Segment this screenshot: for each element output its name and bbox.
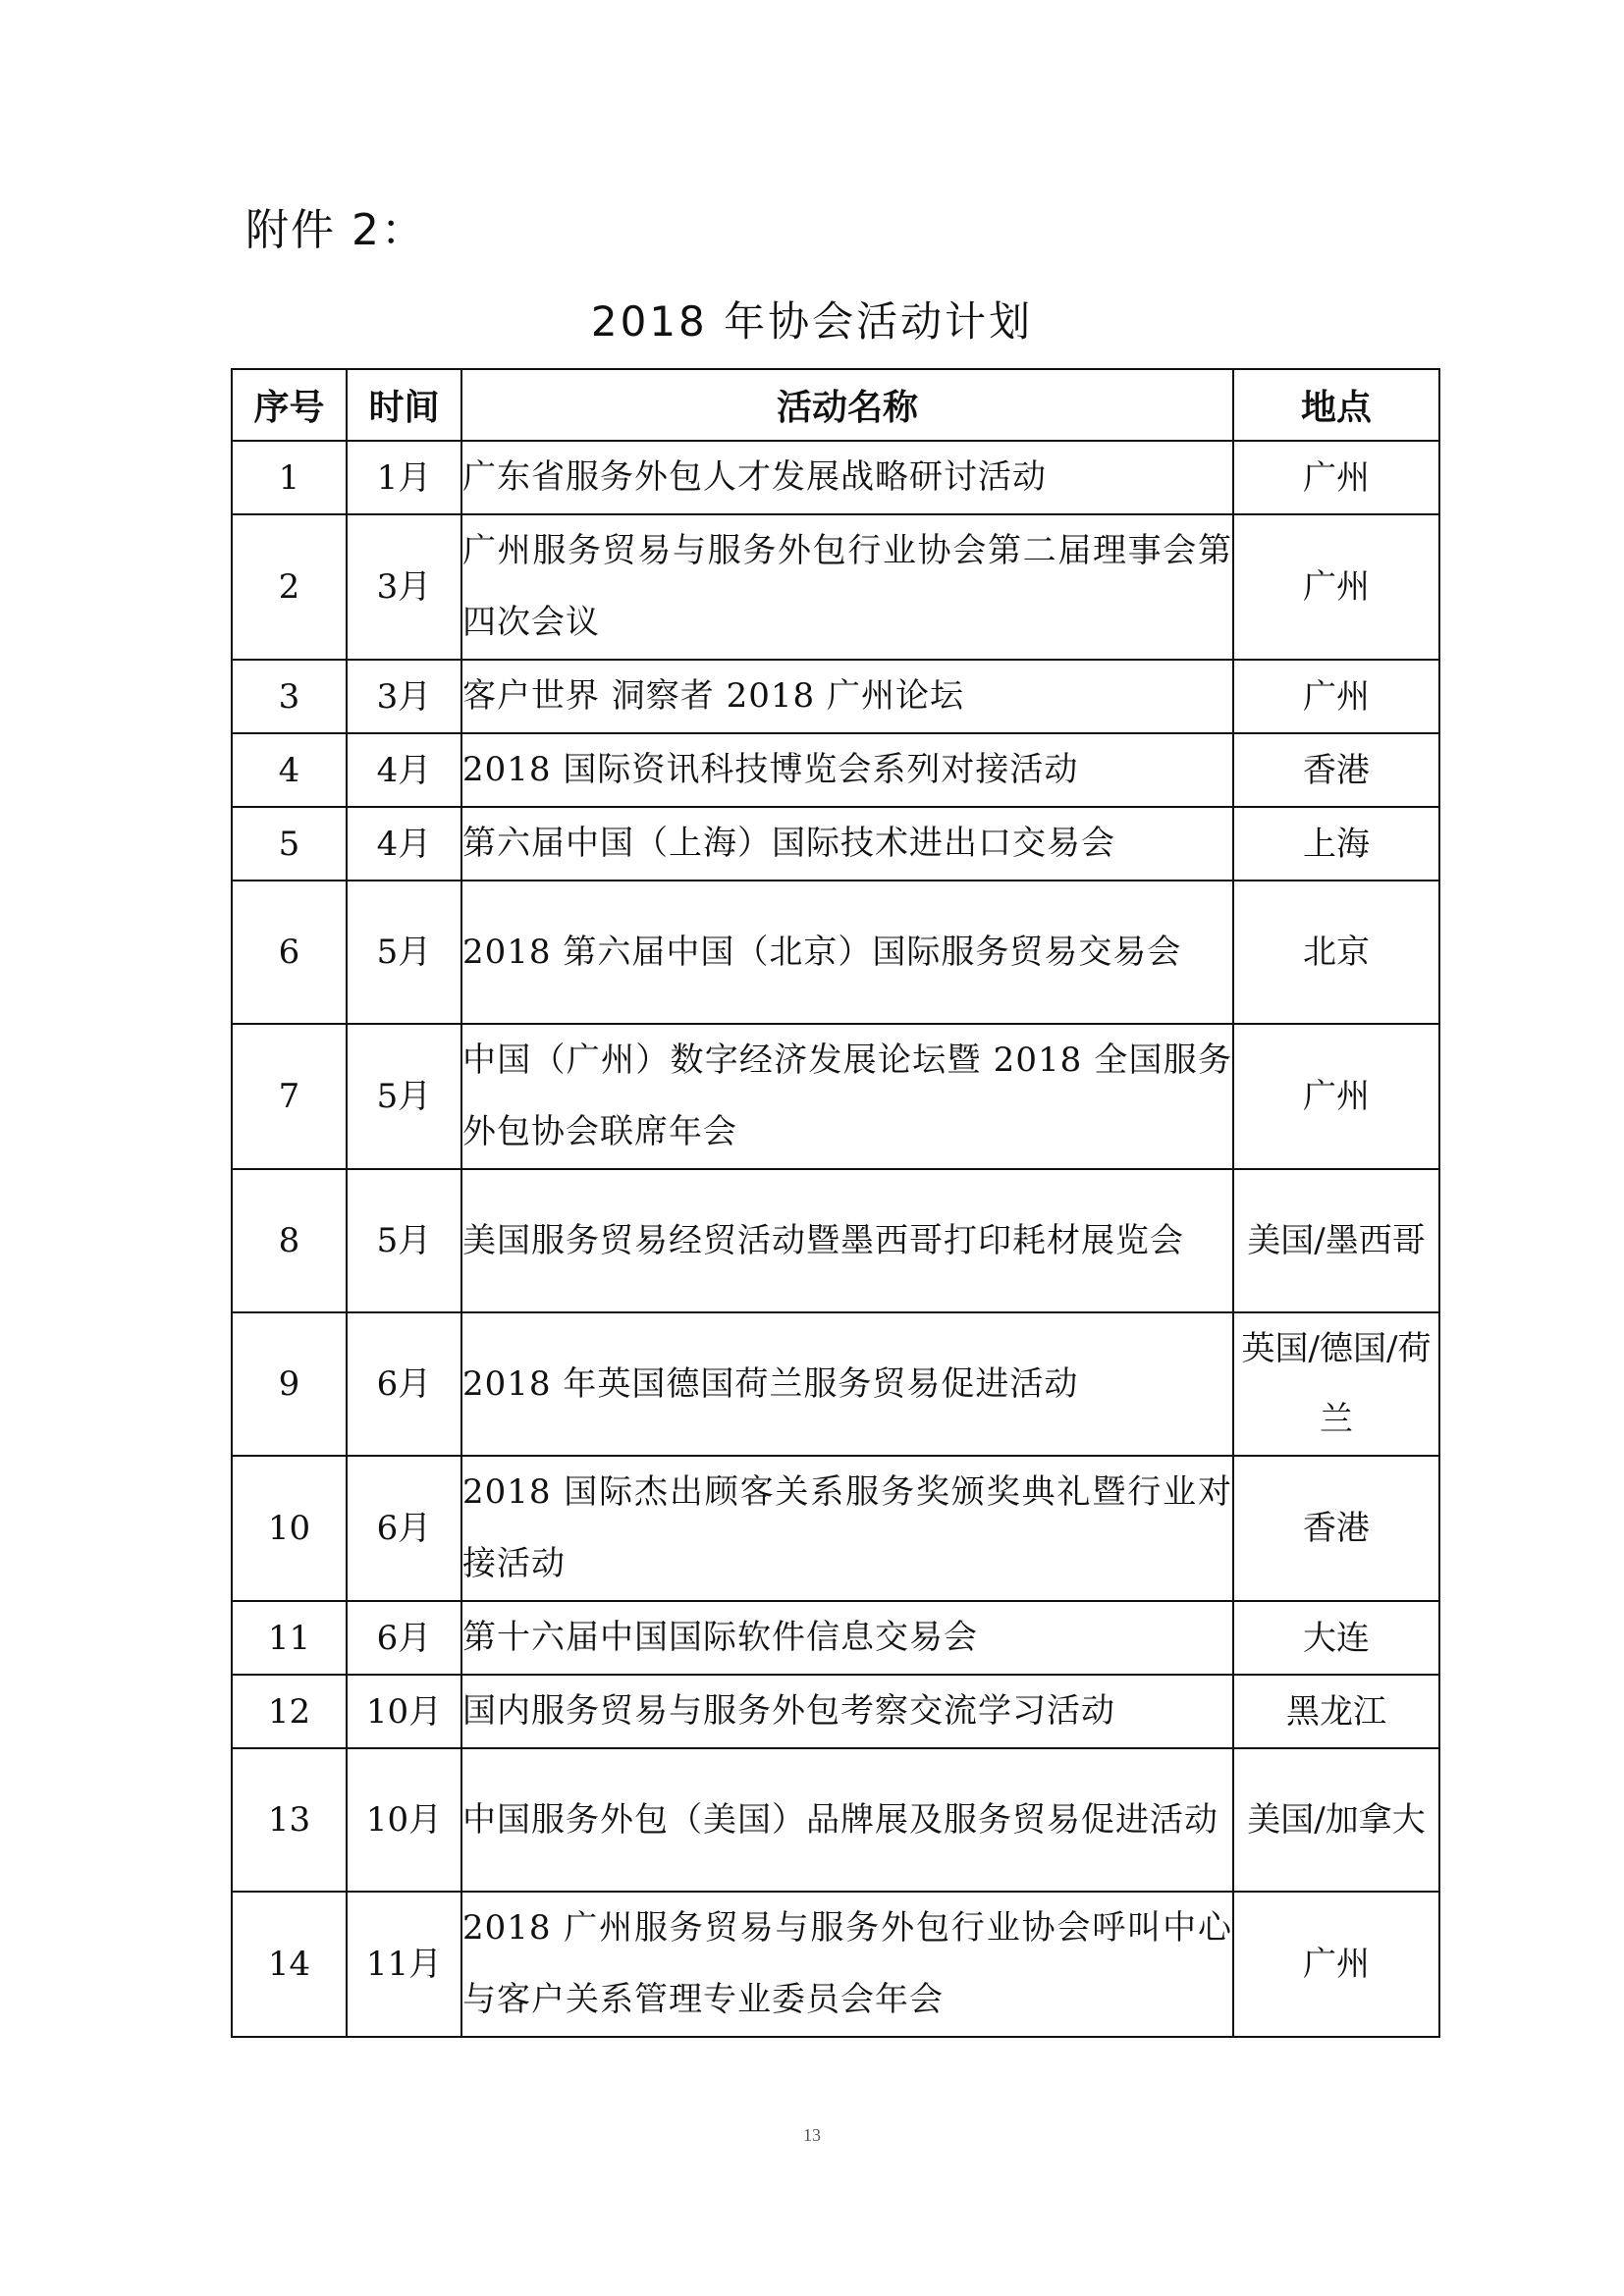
row-location: 香港 — [1233, 733, 1439, 807]
row-location: 广州 — [1233, 660, 1439, 733]
table-row — [232, 1169, 1439, 1312]
row-activity-name: 国内服务贸易与服务外包考察交流学习活动 — [461, 1675, 1233, 1748]
row-activity-name: 2018 国际资讯科技博览会系列对接活动 — [461, 733, 1233, 807]
row-number: 6 — [232, 881, 347, 1024]
table-row — [232, 1675, 1439, 1748]
row-activity-name: 广州服务贸易与服务外包行业协会第二届理事会第四次会议 — [461, 514, 1233, 660]
row-time: 1月 — [347, 441, 461, 514]
row-time: 4月 — [347, 807, 461, 881]
row-location: 美国/墨西哥 — [1233, 1169, 1439, 1312]
header-cell-location: 地点 — [1233, 369, 1439, 441]
table-row — [232, 1601, 1439, 1675]
row-location: 广州 — [1233, 1892, 1439, 2037]
row-activity-name: 第十六届中国国际软件信息交易会 — [461, 1601, 1233, 1675]
row-location: 广州 — [1233, 441, 1439, 514]
row-activity-name: 2018 国际杰出顾客关系服务奖颁奖典礼暨行业对接活动 — [461, 1456, 1233, 1601]
row-number: 9 — [232, 1312, 347, 1456]
row-time: 3月 — [347, 514, 461, 660]
row-activity-name: 客户世界 洞察者 2018 广州论坛 — [461, 660, 1233, 733]
row-activity-name: 中国（广州）数字经济发展论坛暨 2018 全国服务外包协会联席年会 — [461, 1024, 1233, 1169]
row-time: 10月 — [347, 1675, 461, 1748]
row-location: 英国/德国/荷兰 — [1233, 1312, 1439, 1456]
row-number: 4 — [232, 733, 347, 807]
row-activity-name: 2018 年英国德国荷兰服务贸易促进活动 — [461, 1312, 1233, 1456]
table-row — [232, 1892, 1439, 2037]
row-time: 10月 — [347, 1748, 461, 1892]
row-location: 美国/加拿大 — [1233, 1748, 1439, 1892]
table-row — [232, 1748, 1439, 1892]
table-row — [232, 1024, 1439, 1169]
row-time: 5月 — [347, 1169, 461, 1312]
table-row — [232, 660, 1439, 733]
activity-plan-table — [231, 368, 1440, 2038]
document-title: 2018 年协会活动计划 — [590, 297, 1034, 346]
row-time: 5月 — [347, 1024, 461, 1169]
row-location: 大连 — [1233, 1601, 1439, 1675]
row-location: 广州 — [1233, 514, 1439, 660]
row-location: 上海 — [1233, 807, 1439, 881]
table-row — [232, 881, 1439, 1024]
row-time: 6月 — [347, 1456, 461, 1601]
table-row — [232, 514, 1439, 660]
table-row — [232, 1312, 1439, 1456]
row-number: 14 — [232, 1892, 347, 2037]
table-body — [232, 441, 1439, 2037]
table-row — [232, 807, 1439, 881]
row-number: 12 — [232, 1675, 347, 1748]
table-row — [232, 1456, 1439, 1601]
row-time: 6月 — [347, 1312, 461, 1456]
header-cell-number: 序号 — [232, 369, 347, 441]
row-number: 10 — [232, 1456, 347, 1601]
row-number: 2 — [232, 514, 347, 660]
table-row — [232, 733, 1439, 807]
row-location: 香港 — [1233, 1456, 1439, 1601]
table-row — [232, 441, 1439, 514]
row-activity-name: 2018 第六届中国（北京）国际服务贸易交易会 — [461, 881, 1233, 1024]
row-number: 1 — [232, 441, 347, 514]
row-location: 广州 — [1233, 1024, 1439, 1169]
row-time: 6月 — [347, 1601, 461, 1675]
row-time: 11月 — [347, 1892, 461, 2037]
row-activity-name: 2018 广州服务贸易与服务外包行业协会呼叫中心与客户关系管理专业委员会年会 — [461, 1892, 1233, 2037]
row-number: 5 — [232, 807, 347, 881]
row-number: 11 — [232, 1601, 347, 1675]
row-activity-name: 美国服务贸易经贸活动暨墨西哥打印耗材展览会 — [461, 1169, 1233, 1312]
row-time: 3月 — [347, 660, 461, 733]
row-time: 5月 — [347, 881, 461, 1024]
header-cell-time: 时间 — [347, 369, 461, 441]
table-header — [232, 369, 1439, 441]
row-location: 北京 — [1233, 881, 1439, 1024]
row-activity-name: 第六届中国（上海）国际技术进出口交易会 — [461, 807, 1233, 881]
row-number: 3 — [232, 660, 347, 733]
page-number: 13 — [803, 2125, 821, 2145]
row-location: 黑龙江 — [1233, 1675, 1439, 1748]
row-activity-name: 广东省服务外包人才发展战略研讨活动 — [461, 441, 1233, 514]
row-number: 8 — [232, 1169, 347, 1312]
row-number: 7 — [232, 1024, 347, 1169]
row-number: 13 — [232, 1748, 347, 1892]
attachment-label: 附件 2： — [245, 205, 426, 255]
row-time: 4月 — [347, 733, 461, 807]
header-cell-activity-name: 活动名称 — [461, 369, 1233, 441]
row-activity-name: 中国服务外包（美国）品牌展及服务贸易促进活动 — [461, 1748, 1233, 1892]
header-row — [232, 369, 1439, 441]
